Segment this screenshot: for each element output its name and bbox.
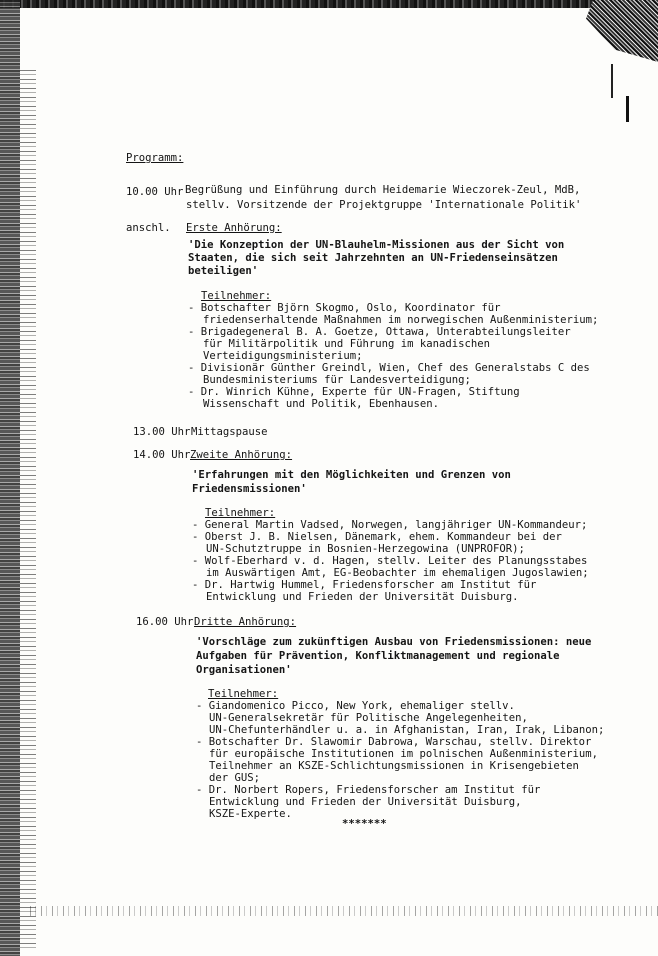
session-topic-line: Aufgaben für Prävention, Konfliktmanagement und regionale: [196, 650, 560, 662]
session-label: anschl.: [126, 222, 171, 234]
scan-edge-bottom: [30, 906, 658, 916]
participant-line: - General Martin Vadsed, Norwegen, langjähriger UN-Kommandeur;: [192, 519, 588, 531]
participant-line: - Dr. Winrich Kühne, Experte für UN-Fragen, Stiftung: [188, 386, 520, 398]
scan-edge-left-shadow: [20, 70, 36, 950]
participant-line: KSZE-Experte.: [209, 808, 292, 820]
session-time: 16.00 Uhr: [136, 616, 194, 628]
scan-mark: [611, 64, 613, 98]
participant-line: Verteidigungsministerium;: [203, 350, 363, 362]
participant-line: im Auswärtigen Amt, EG-Beobachter im ehemaligen Jugoslawien;: [206, 567, 589, 579]
participant-line: der GUS;: [209, 772, 261, 784]
participants-label: Teilnehmer:: [208, 688, 279, 700]
intro-time: 10.00 Uhr: [126, 186, 184, 198]
intro-line: Begrüßung und Einführung durch Heidemarie Wieczorek-Zeul, MdB,: [185, 184, 581, 196]
session-topic-line: 'Erfahrungen mit den Möglichkeiten und Grenzen von: [192, 469, 511, 481]
participants-label: Teilnehmer:: [201, 290, 272, 302]
end-mark: *******: [342, 818, 387, 830]
participant-line: Bundesministeriums für Landesverteidigung;: [203, 374, 471, 386]
participant-line: - Giandomenico Picco, New York, ehemaliger stellv.: [196, 700, 515, 712]
participant-line: - Botschafter Dr. Slawomir Dabrowa, Warschau, stellv. Direktor: [196, 736, 592, 748]
participant-line: Wissenschaft und Politik, Ebenhausen.: [203, 398, 439, 410]
session-topic-line: 'Die Konzeption der UN-Blauhelm-Missionen aus der Sicht von: [188, 239, 565, 251]
participant-line: Entwicklung und Frieden der Universität Duisburg,: [209, 796, 522, 808]
scan-mark: [626, 96, 629, 122]
participant-line: UN-Schutztruppe in Bosnien-Herzegowina (UNPROFOR);: [206, 543, 525, 555]
pause-time: 13.00 Uhr: [133, 426, 191, 438]
session-topic-line: Staaten, die sich seit Jahrzehnten an UN-Friedenseinsätzen: [188, 252, 558, 264]
participant-line: - Botschafter Björn Skogmo, Oslo, Koordinator für: [188, 302, 501, 314]
session-title: Dritte Anhörung:: [194, 616, 297, 628]
participant-line: friedenserhaltende Maßnahmen im norwegischen Außenministerium;: [203, 314, 599, 326]
scan-edge-left: [0, 0, 20, 956]
scan-edge-top: [0, 0, 658, 8]
pause-text: Mittagspause: [191, 426, 268, 438]
participant-line: - Divisionär Günther Greindl, Wien, Chef des Generalstabs C des: [188, 362, 590, 374]
session-topic-line: Organisationen': [196, 664, 292, 676]
participants-label: Teilnehmer:: [205, 507, 276, 519]
scan-corner-top-right: [586, 0, 658, 62]
session-topic-line: Friedensmissionen': [192, 483, 307, 495]
participant-line: - Dr. Norbert Ropers, Friedensforscher am Institut für: [196, 784, 541, 796]
session-topic-line: 'Vorschläge zum zukünftigen Ausbau von Friedensmissionen: neue: [196, 636, 592, 648]
program-heading: Programm:: [126, 152, 184, 164]
participant-line: Entwicklung und Frieden der Universität Duisburg.: [206, 591, 519, 603]
session-time: 14.00 Uhr: [133, 449, 191, 461]
participant-line: für europäische Institutionen im polnischen Außenministerium,: [209, 748, 599, 760]
participant-line: UN-Generalsekretär für Politische Angelegenheiten,: [209, 712, 528, 724]
participant-line: - Wolf-Eberhard v. d. Hagen, stellv. Leiter des Planungsstabes: [192, 555, 588, 567]
session-topic-line: beteiligen': [188, 265, 259, 277]
participant-line: - Oberst J. B. Nielsen, Dänemark, ehem. Kommandeur bei der: [192, 531, 562, 543]
intro-line: stellv. Vorsitzende der Projektgruppe 'Internationale Politik': [186, 199, 582, 211]
participant-line: Teilnehmer an KSZE-Schlichtungsmissionen in Krisengebieten: [209, 760, 579, 772]
session-title: Erste Anhörung:: [186, 222, 282, 234]
participant-line: - Dr. Hartwig Hummel, Friedensforscher am Institut für: [192, 579, 537, 591]
session-title: Zweite Anhörung:: [190, 449, 293, 461]
participant-line: für Militärpolitik und Führung im kanadischen: [203, 338, 491, 350]
participant-line: - Brigadegeneral B. A. Goetze, Ottawa, Unterabteilungsleiter: [188, 326, 571, 338]
participant-line: UN-Chefunterhändler u. a. in Afghanistan, Iran, Irak, Libanon;: [209, 724, 605, 736]
